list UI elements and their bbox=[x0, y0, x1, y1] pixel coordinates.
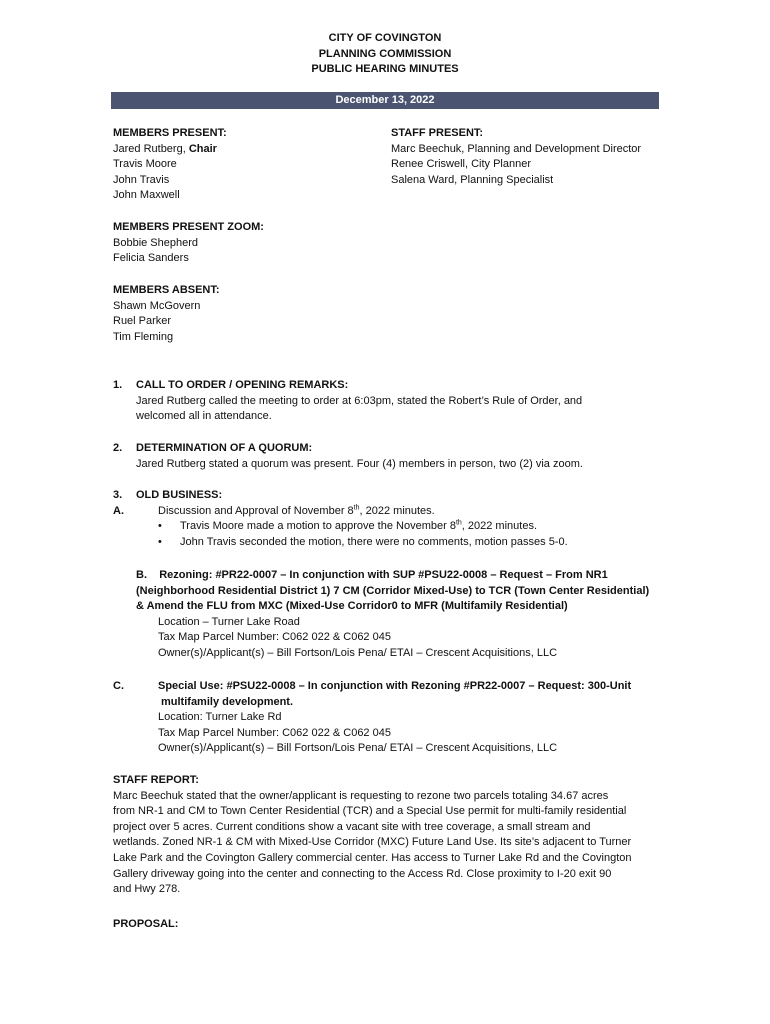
staff-report-line: from NR-1 and CM to Town Center Residential (TCR) and a Special Use permit for multi-family residential bbox=[113, 805, 627, 818]
agenda-item-old-business bbox=[113, 488, 673, 758]
item-text: Jared Rutberg stated a quorum was present. Four (4) members in person, two (2) via zoom. bbox=[136, 457, 583, 470]
item-number: 2. bbox=[113, 442, 123, 454]
members-zoom-block bbox=[113, 220, 264, 267]
members-present-heading: MEMBERS PRESENT: bbox=[113, 127, 227, 139]
item-number: 1. bbox=[113, 379, 123, 391]
subitem-b-heading: (Neighborhood Residential District 1) 7 CM (Corridor Mixed-Use) to TCR (Town Center Residential) bbox=[136, 584, 650, 597]
staff-name: Marc Beechuk, Planning and Development Director bbox=[391, 142, 642, 155]
member-name: Felicia Sanders bbox=[113, 252, 189, 265]
subitem-letter-c: C. bbox=[113, 680, 124, 692]
subitem-c bbox=[158, 679, 631, 757]
chair-line bbox=[113, 142, 227, 158]
item-number: 3. bbox=[113, 489, 123, 501]
chair-name: Jared Rutberg, bbox=[113, 142, 186, 155]
subitem-b-owner: Owner(s)/Applicant(s) – Bill Fortson/Lois Pena/ ETAI – Crescent Acquisitions, LLC bbox=[158, 646, 558, 659]
staff-name: Salena Ward, Planning Specialist bbox=[391, 173, 554, 186]
staff-report-heading: STAFF REPORT: bbox=[113, 774, 199, 786]
proposal-section bbox=[113, 917, 653, 933]
staff-report-section bbox=[113, 773, 653, 898]
subitem-b-parcel: Tax Map Parcel Number: C062 022 & C062 045 bbox=[158, 631, 391, 644]
staff-report-line: and Hwy 278. bbox=[113, 883, 181, 896]
member-name: Shawn McGovern bbox=[113, 299, 201, 312]
bullet-text: John Travis seconded the motion, there were no comments, motion passes 5-0. bbox=[180, 535, 568, 548]
item-heading: OLD BUSINESS: bbox=[136, 489, 223, 501]
staff-present-block bbox=[391, 126, 641, 188]
members-present-block bbox=[113, 126, 227, 204]
members-zoom-heading: MEMBERS PRESENT ZOOM: bbox=[113, 221, 264, 233]
members-absent-block bbox=[113, 283, 220, 345]
member-name: John Maxwell bbox=[113, 189, 180, 202]
city-title: CITY OF COVINGTON bbox=[328, 32, 442, 44]
bullet-icon: • bbox=[158, 535, 162, 548]
subitem-letter-a: A. bbox=[113, 504, 124, 517]
subitem-c-heading: Special Use: #PSU22-0008 – In conjunction with Rezoning #PR22-0007 – Request: 300-Unit bbox=[158, 680, 632, 692]
item-heading: CALL TO ORDER / OPENING REMARKS: bbox=[136, 379, 349, 391]
staff-report-line: wetlands. Zoned NR-1 & CM with Mixed-Use Corridor (MXC) Future Land Use. Its site’s adjacent to Turner bbox=[113, 836, 632, 849]
subitem-c-owner: Owner(s)/Applicant(s) – Bill Fortson/Lois Pena/ ETAI – Crescent Acquisitions, LLC bbox=[158, 742, 558, 755]
item-text: welcomed all in attendance. bbox=[136, 410, 272, 423]
minutes-title: PUBLIC HEARING MINUTES bbox=[311, 63, 459, 76]
subitem-c-heading: multifamily development. bbox=[161, 695, 294, 708]
commission-title: PLANNING COMMISSION bbox=[318, 47, 452, 60]
item-heading: DETERMINATION OF A QUORUM: bbox=[136, 442, 313, 454]
document-header bbox=[0, 31, 770, 78]
staff-report-line: Gallery driveway going into the center and connecting to the Access Rd. Close proximity to I-20 exit 90 bbox=[113, 867, 612, 880]
chair-title: Chair bbox=[188, 142, 217, 155]
staff-report-line: project over 5 acres. Current conditions show a vacant site with tree coverage, a small stream and bbox=[113, 820, 591, 833]
subitem-b-heading: B. Rezoning: #PR22-0007 – In conjunction with SUP #PSU22-0008 – Request – From NR1 bbox=[136, 569, 608, 581]
staff-present-heading: STAFF PRESENT: bbox=[391, 127, 484, 139]
bullet-text: Travis Moore made a motion to approve the November 8th, 2022 minutes. bbox=[180, 519, 538, 533]
subitem-b bbox=[136, 568, 649, 662]
member-name: Tim Fleming bbox=[113, 330, 174, 343]
subitem-b-location: Location – Turner Lake Road bbox=[158, 615, 300, 628]
member-name: John Travis bbox=[113, 173, 170, 186]
bullet-icon: • bbox=[158, 520, 162, 533]
staff-name: Renee Criswell, City Planner bbox=[391, 158, 531, 171]
subitem-c-parcel: Tax Map Parcel Number: C062 022 & C062 045 bbox=[158, 726, 391, 739]
agenda-item-quorum bbox=[113, 441, 653, 475]
members-absent-heading: MEMBERS ABSENT: bbox=[113, 284, 220, 296]
member-name: Travis Moore bbox=[113, 158, 177, 171]
item-text: Jared Rutberg called the meeting to order at 6:03pm, stated the Robert’s Rule of Order, and bbox=[136, 394, 583, 407]
subitem-b-heading: & Amend the FLU from MXC (Mixed-Use Corridor0 to MFR (Multifamily Residential) bbox=[136, 600, 568, 613]
subitem-c-location: Location: Turner Lake Rd bbox=[158, 711, 282, 724]
member-name: Bobbie Shepherd bbox=[113, 236, 199, 249]
subitem-a-text: Discussion and Approval of November 8th, 2022 minutes. bbox=[158, 503, 435, 517]
staff-report-line: Marc Beechuk stated that the owner/applicant is requesting to rezone two parcels totaling 34.67 acres bbox=[113, 789, 609, 802]
staff-report-line: Lake Park and the Covington Gallery commercial center. Has access to Turner Lake Rd and the Covington bbox=[113, 851, 632, 864]
proposal-heading: PROPOSAL: bbox=[113, 918, 179, 930]
agenda-item-call-to-order bbox=[113, 378, 653, 428]
meeting-date-bar: December 13, 2022 bbox=[111, 92, 659, 109]
member-name: Ruel Parker bbox=[113, 315, 172, 328]
